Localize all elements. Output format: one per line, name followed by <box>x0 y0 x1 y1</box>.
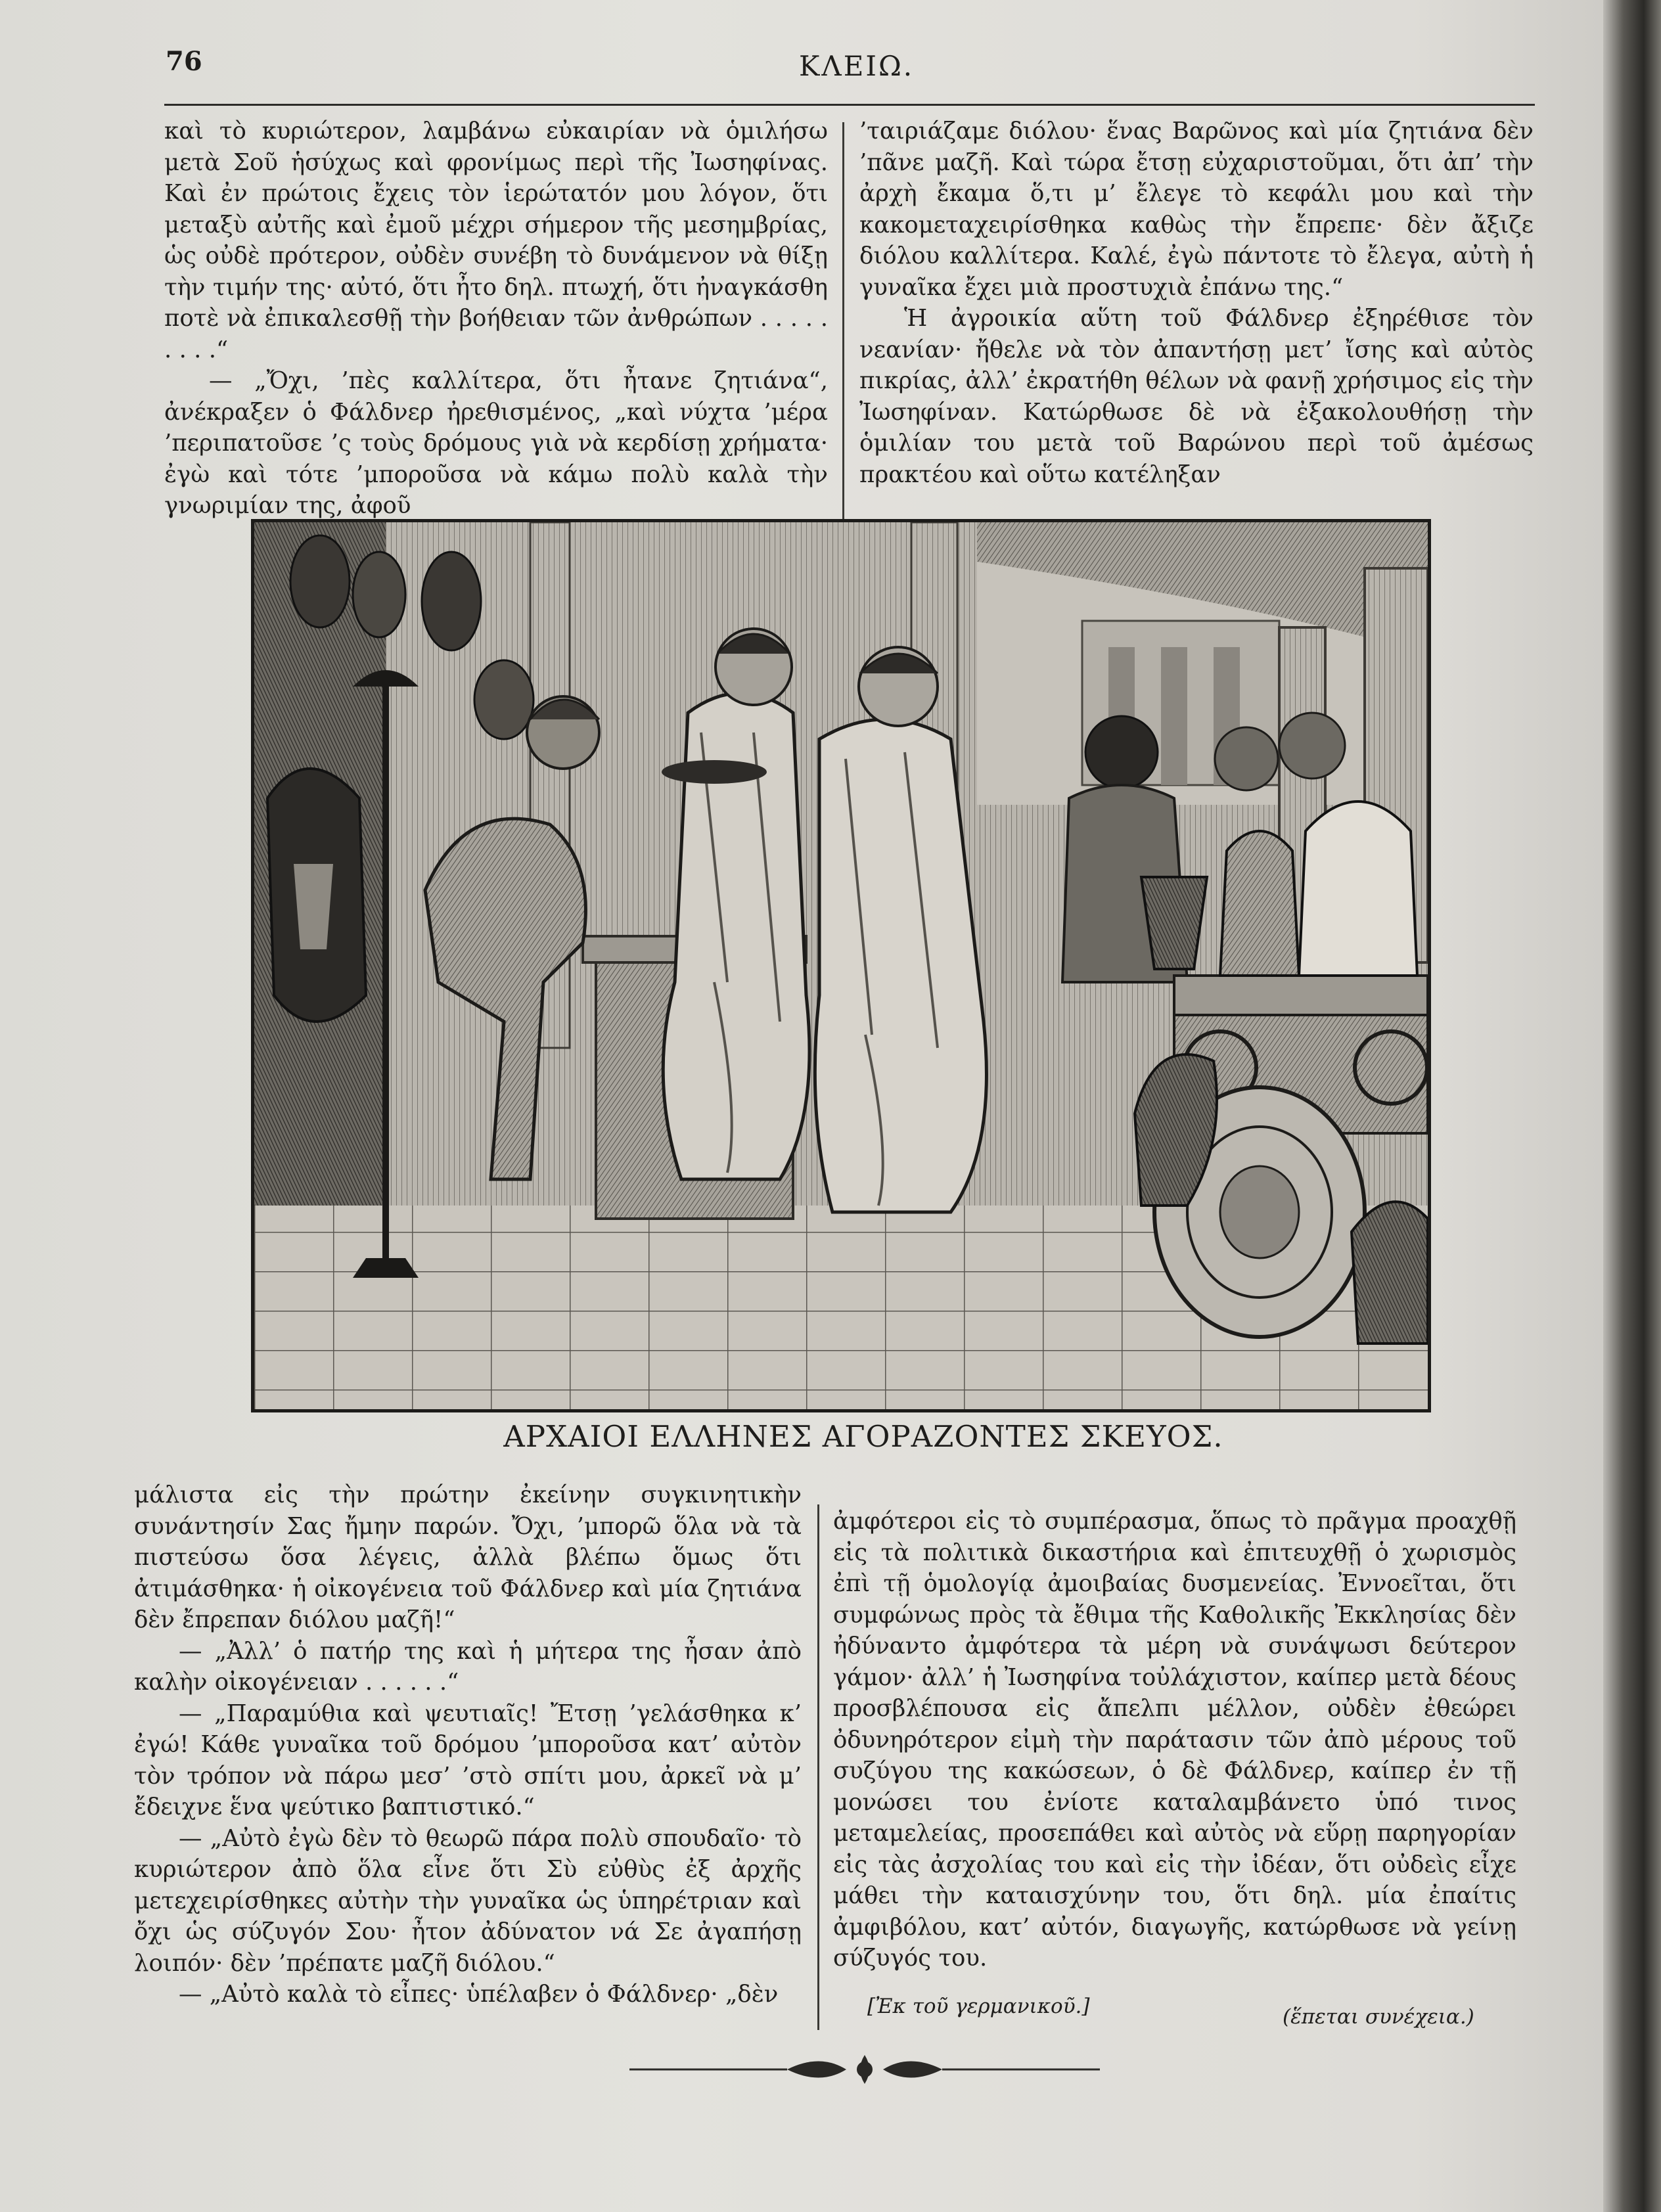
paragraph: — „Αὐτὸ ἐγὼ δὲν τὸ θεωρῶ πάρα πολὺ σπουδαῖο· τὸ κυριώτερον ἀπὸ ὅλα εἶνε ὅτι Σὺ εὐθὺς ἐξ ἀρχῆς μετεχειρίσθηκες αὐτὴν τὴν γυναῖκα ὡς ὑπηρέτριαν καὶ ὄχι ὡς σύζυγόν Σου· ἦτον ἀδύνατον νά Σε ἀγαπήσῃ λοιπόν· δὲν ’πρέπατε μαζῆ διόλου.“ <box>134 1824 802 1977</box>
column-divider <box>817 1504 819 2030</box>
header-rule <box>164 104 1535 106</box>
engraving-drawing <box>254 522 1428 1409</box>
paragraph: ’ταιριάζαμε διόλου· ἕνας Βαρῶνος καὶ μία ζητιάνα δὲν ’πᾶνε μαζῆ. Καὶ τώρα ἔτσῃ εὐχαριστοῦμαι, ὅτι ἀπ’ τὴν ἀρχὴ ἔκαμα ὅ,τι μ’ ἔλεγε τὸ κεφάλι μου καὶ τὴν κακομεταχειρίσθηκα καθὼς τὴν ἔπρεπε· δὲν ἄξιζε διόλου καλλίτερα. Καλέ, ἐγὼ πάντοτε τὸ ἔλεγα, αὐτὴ ἡ γυναῖκα ἔχει μιὰ προστυχιὰ ἐπάνω της.“ <box>859 118 1534 301</box>
paragraph: ἀμφότεροι εἰς τὸ συμπέρασμα, ὅπως τὸ πρᾶγμα προαχθῇ εἰς τὰ πολιτικὰ δικαστήρια καὶ ἐπιτευχθῇ ὁ χωρισμὸς ἐπὶ τῇ ὁμολογίᾳ ἀμοιβαίας δυσμενείας. Ἐννοεῖται, ὅτι συμφώνως πρὸς τὰ ἔθιμα τῆς Καθολικῆς Ἐκκλησίας δὲν ἠδύναντο ἀμφότερα τὰ μέρη νὰ συνάψωσι δεύτερον γάμον· ἀλλ’ ἡ Ἰωσηφίνα τοὐλάχιστον, καίπερ μετὰ δέους προσβλέπουσα εἰς ἄπελπι μέλλον, οὐδὲν ἐθεώρει ὀδυνηρότερον εἰμὴ τὴν παράτασιν τῶν ἀπὸ μέρους τοῦ συζύγου της κακώσεων, ὁ δὲ Φάλδνερ, καίπερ ἐν τῇ μονώσει του ἐνίοτε καταλαμβάνετο ὑπό τινος μεταμελείας, προσεπάθει καὶ αὐτὸς νὰ εὕρῃ παρηγορίαν εἰς τὰς ἀσχολίας του καὶ εἰς τὴν ἰδέαν, ὅτι οὐδεὶς εἶχε μάθει τὴν καταισχύνην του, ὅτι δηλ. μία ἐπαίτις ἀμφιβόλου, κατ’ αὐτόν, διαγωγῆς, κατώρθωσε νὰ γείνῃ σύζυγός του. <box>833 1508 1516 1972</box>
source-note: [Ἐκ τοῦ γερμανικοῦ.] <box>867 1995 1090 2018</box>
column-divider <box>842 122 844 523</box>
top-left-column <box>164 116 828 522</box>
paragraph: — „Αὐτὸ καλὰ τὸ εἶπες· ὑπέλαβεν ὁ Φάλδνερ· „δὲν <box>179 1981 779 2008</box>
page-number: 76 <box>166 46 202 77</box>
engraving-illustration <box>251 519 1431 1412</box>
journal-title: ΚΛΕΙΩ. <box>799 50 915 82</box>
top-right-column <box>859 116 1534 490</box>
paragraph: — „Παραμύθια καὶ ψευτιαῖς! Ἔτσῃ ’γελάσθηκα κ’ ἐγώ! Κάθε γυναῖκα τοῦ δρόμου ’μποροῦσα κατ’ αὐτὸν τὸν τρόπον νὰ πάρω μεσ’ ’στὸ σπίτι μου, ἀρκεῖ νὰ μ’ ἔδειχνε ἕνα ψεύτικο βαπτιστικό.“ <box>134 1700 802 1820</box>
paragraph: καὶ τὸ κυριώτερον, λαμβάνω εὐκαιρίαν νὰ ὁμιλήσω μετὰ Σοῦ ἡσύχως καὶ φρονίμως περὶ τῆς Ἰωσηφίνας. Καὶ ἐν πρώτοις ἔχεις τὸν ἱερώτατόν μου λόγον, ὅτι μεταξὺ αὐτῆς καὶ ἐμοῦ μέχρι σήμερον τῆς μεσημβρίας, ὡς οὐδὲ πρότερον, οὐδὲν συνέβη τὸ δυνάμενον νὰ θίξῃ τὴν τιμήν της· αὐτό, ὅτι ἦτο δηλ. πτωχή, ὅτι ἠναγκάσθη ποτὲ νὰ ἐπικαλεσθῇ τὴν βοήθειαν τῶν ἀνθρώπων . . . . . . . . .“ <box>164 118 828 363</box>
paragraph: Ἡ ἀγροικία αὕτη τοῦ Φάλδνερ ἐξηρέθισε τὸν νεανίαν· ἤθελε νὰ τὸν ἀπαντήσῃ μετ’ ἴσης καὶ αὐτὸς πικρίας, ἀλλ’ ἐκρατήθη θέλων νὰ φανῇ χρήσιμος εἰς τὴν Ἰωσηφίναν. Κατώρθωσε δὲ νὰ ἐξακολουθήσῃ τὴν ὁμιλίαν του μετὰ τοῦ Βαρώνου περὶ τοῦ ἀμέσως πρακτέου καὶ οὕτω κατέληξαν <box>859 305 1534 488</box>
decorative-ornament-icon <box>629 2050 1100 2089</box>
paragraph: — „Ὄχι, ’πὲς καλλίτερα, ὅτι ἦτανε ζητιάνα“, ἀνέκραξεν ὁ Φάλδνερ ἠρεθισμένος, „καὶ νύχτα ’μέρα ’περιπατοῦσε ’ς τοὺς δρόμους γιὰ νὰ κερδίσῃ χρήματα· ἐγὼ καὶ τότε ’μποροῦσα νὰ κάμω πολὺ καλὰ τὴν γνωριμίαν της, ἀφοῦ <box>164 367 828 519</box>
bottom-right-column <box>833 1506 1516 1974</box>
paragraph: μάλιστα εἰς τὴν πρώτην ἐκείνην συγκινητικὴν συνάντησίν Σας ἤμην παρών. Ὄχι, ’μπορῶ ὅλα νὰ τὰ πιστεύσω ὅσα λέγεις, ἀλλὰ βλέπω ὅμως ὅτι ἀτιμάσθηκα· ἡ οἰκογένεια τοῦ Φάλδνερ καὶ μία ζητιάνα δὲν ἔπρεπαν διόλου μαζῆ!“ <box>134 1481 802 1633</box>
illustration-caption: ΑΡΧΑΙΟΙ ΕΛΛΗΝΕΣ ΑΓΟΡΑΖΟΝΤΕΣ ΣΚΕΥΟΣ. <box>503 1419 1223 1454</box>
binding-shadow <box>1603 0 1661 2212</box>
paragraph: — „Ἀλλ’ ὁ πατήρ της καὶ ἡ μήτερα της ἦσαν ἀπὸ καλὴν οἰκογένειαν . . . . . .“ <box>134 1637 802 1696</box>
continued-note: (ἕπεται συνέχεια.) <box>1283 2005 1474 2029</box>
bottom-left-column <box>134 1479 802 2010</box>
